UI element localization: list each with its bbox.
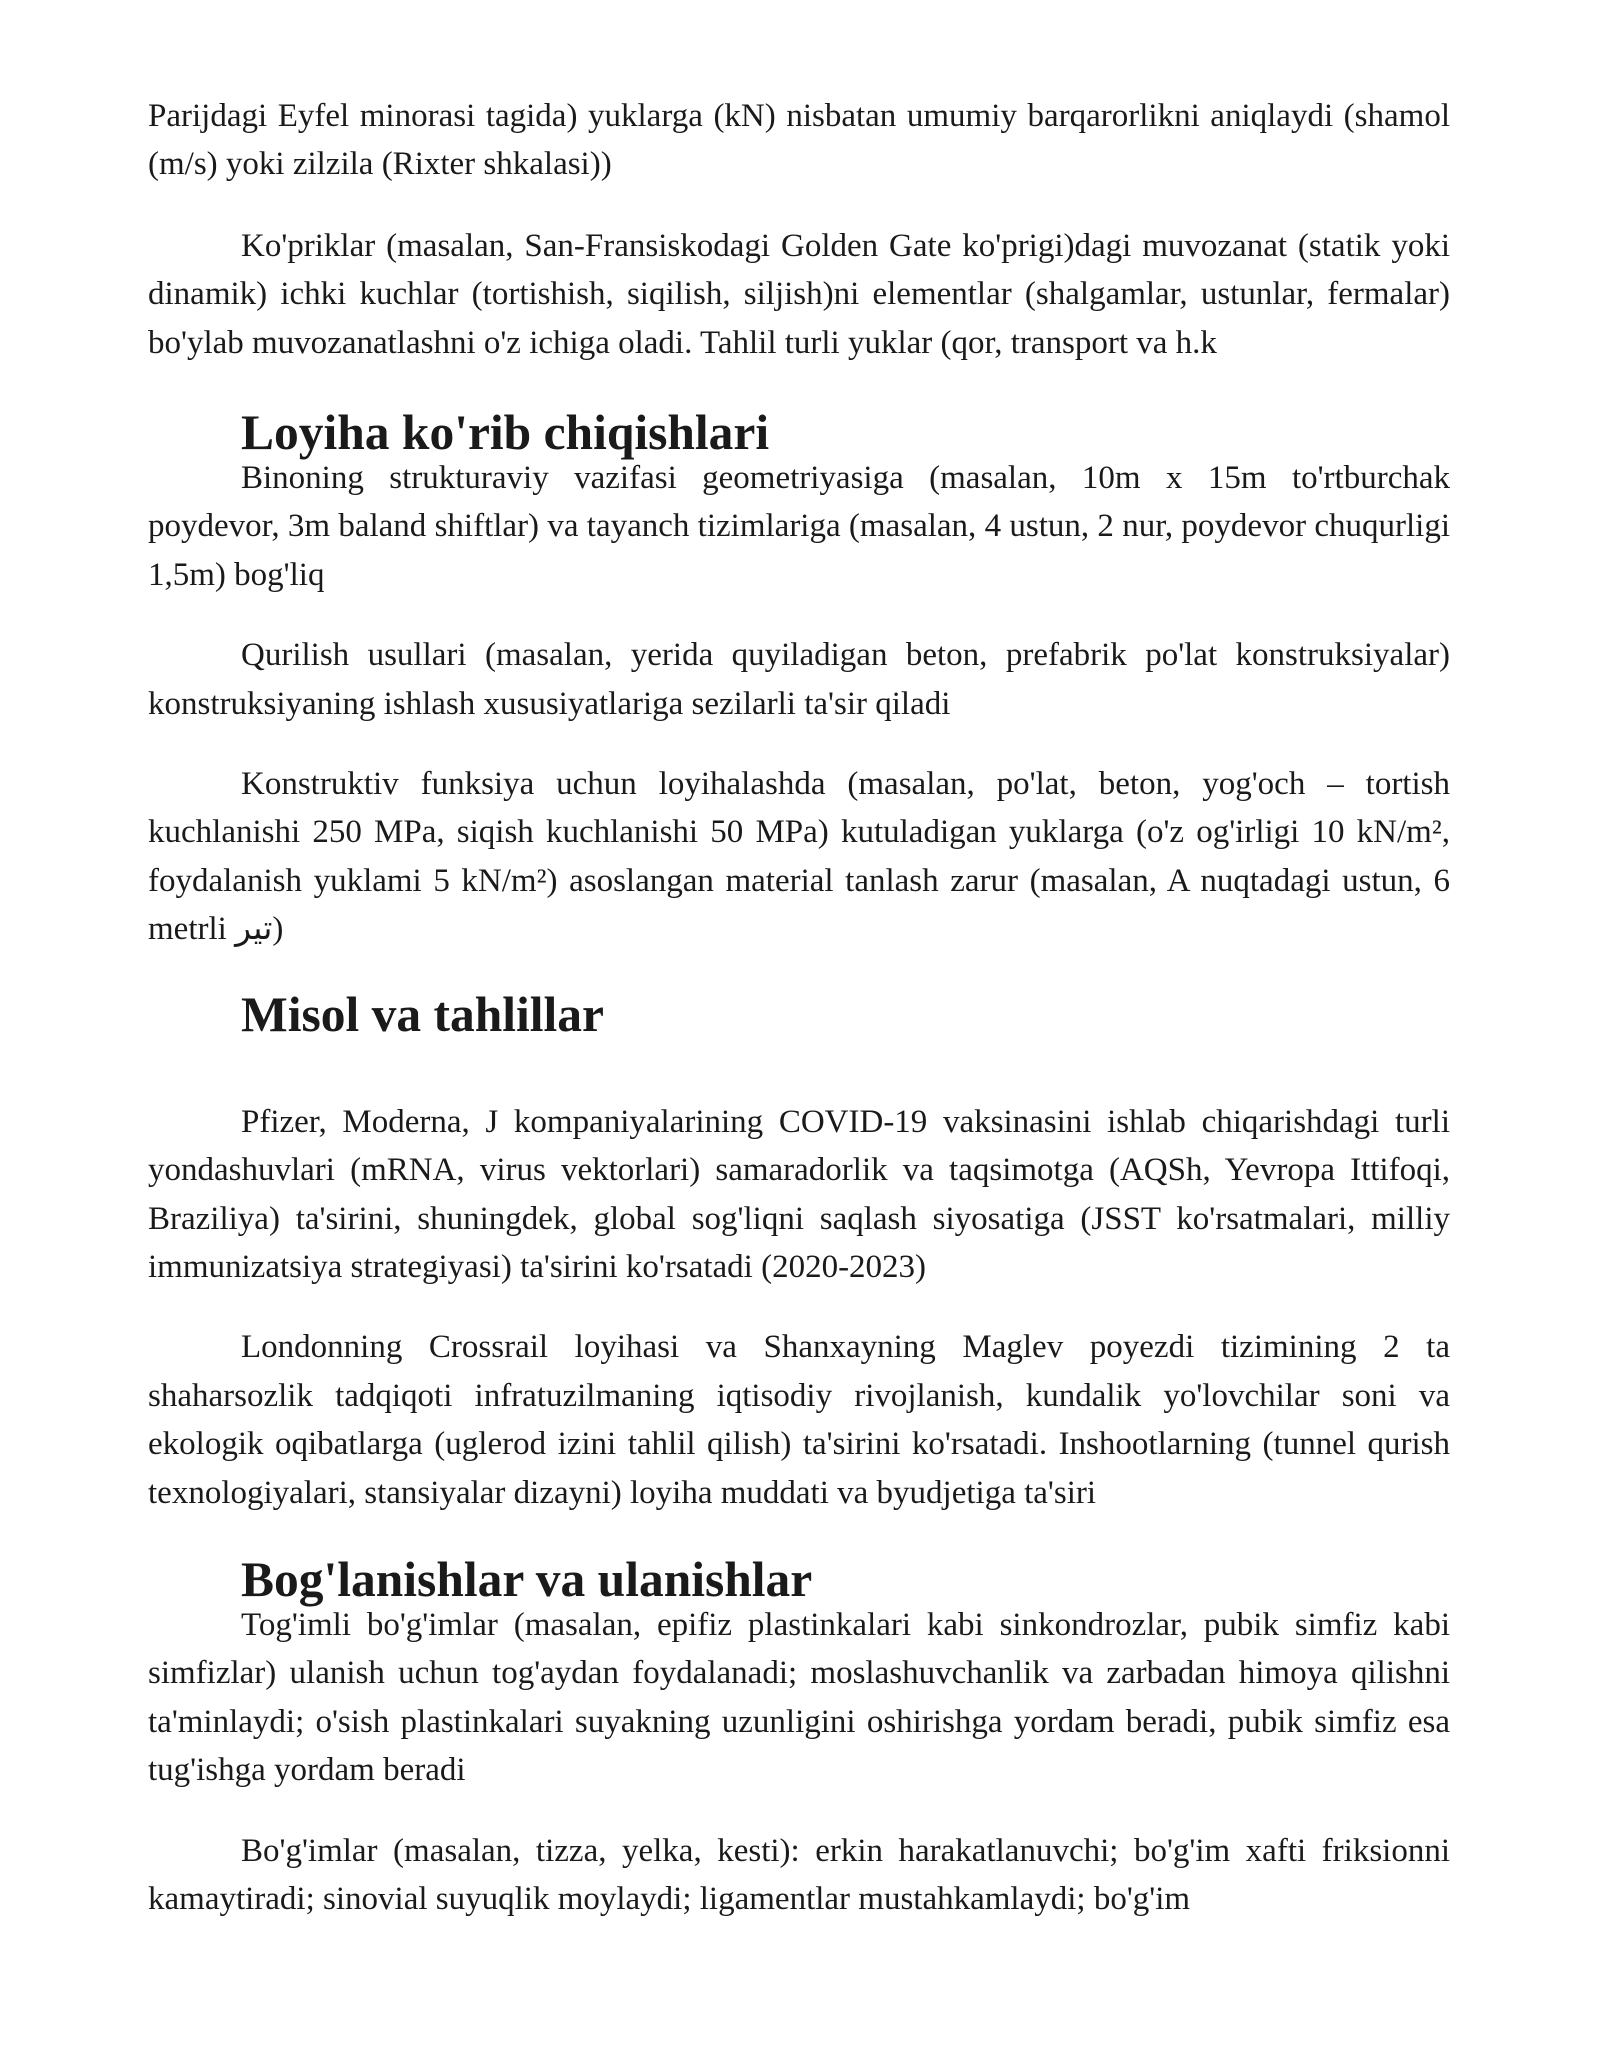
body-paragraph: Pfizer, Moderna, J kompaniyalarining COVID-19 vaksinasini ishlab chiqarishdagi turli yondashuvlari (mRNA, virus vektorlari) samaradorlik va taqsimotga (AQSh, Yevropa Ittifoqi, Braziliya) ta'sirini, shuningdek, global sog'liqni saqlash siyosatiga (JSST ko'rsatmalari, milliy immunizatsiya strategiyasi) ta'sirini ko'rsatadi (2020-2023) [148,1103,1450,1285]
body-paragraph: Londonning Crossrail loyihasi va Shanxayning Maglev poyezdi tizimining 2 ta shaharsozlik tadqiqoti infratuzilmaning iqtisodiy rivojlanish, kundalik yo'lovchilar soni va ekologik oqibatlarga (uglerod izini tahlil qilish) ta'sirini ko'rsatadi. Inshootlarning (tunnel qurish texnologiyalari, stansiyalar dizayni) loyiha muddati va byudjetiga ta'siri [148,1329,1450,1511]
body-paragraph: Ko'priklar (masalan, San-Fransiskodagi Golden Gate ko'prigi)dagi muvozanat (statik yoki dinamik) ichki kuchlar (tortishish, siqilish, siljish)ni elementlar (shalgamlar, ustunlar, fermalar) bo'ylab muvozanatlashni o'z ichiga oladi. Tahlil turli yuklar (qor, transport va h.k [148,227,1450,361]
section-heading: Loyiha ko'rib chiqishlari [241,405,770,461]
body-paragraph: Tog'imli bo'g'imlar (masalan, epifiz plastinkalari kabi sinkondrozlar, pubik simfiz kabi simfizlar) ulanish uchun tog'aydan foydalanadi; moslashuvchanlik va zarbadan himoya qilishni ta'minlaydi; o'sish plastinkalari suyakning uzunligini oshirishga yordam beradi, pubik simfiz esa tug'ishga yordam beradi [148,1606,1450,1789]
body-paragraph: Konstruktiv funksiya uchun loyihalashda (masalan, po'lat, beton, yog'och – tortish kuchlanishi 250 MPa, siqish kuchlanishi 50 MPa) kutuladigan yuklarga (o'z og'irligi 10 kN/m², foydalanish yuklami 5 kN/m²) asoslangan material tanlash zarur (masalan, A nuqtadagi ustun, 6 metrli تير) [148,766,1450,948]
body-paragraph: Bo'g'imlar (masalan, tizza, yelka, kesti): erkin harakatlanuvchi; bo'g'im xafti friksionni kamaytiradi; sinovial suyuqlik moylaydi; ligamentlar mustahkamlaydi; bo'g'im [148,1832,1450,1917]
body-paragraph: Parijdagi Eyfel minorasi tagida) yuklarga (kN) nisbatan umumiy barqarorlikni aniqlaydi (shamol (m/s) yoki zilzila (Rixter shkalasi)) [148,98,1450,183]
section-heading: Bog'lanishlar va ulanishlar [241,1551,813,1607]
section-heading: Misol va tahlillar [241,986,604,1042]
body-paragraph: Binoning strukturaviy vazifasi geometriyasiga (masalan, 10m x 15m to'rtburchak poydevor, 3m baland shiftlar) va tayanch tizimlariga (masalan, 4 ustun, 2 nur, poydevor chuqurligi 1,5m) bog'liq [148,460,1450,593]
document-page [148,92,1450,1923]
body-paragraph: Qurilish usullari (masalan, yerida quyiladigan beton, prefabrik po'lat konstruksiyalar) konstruksiyaning ishlash xususiyatlariga sezilarli ta'sir qiladi [148,637,1450,722]
